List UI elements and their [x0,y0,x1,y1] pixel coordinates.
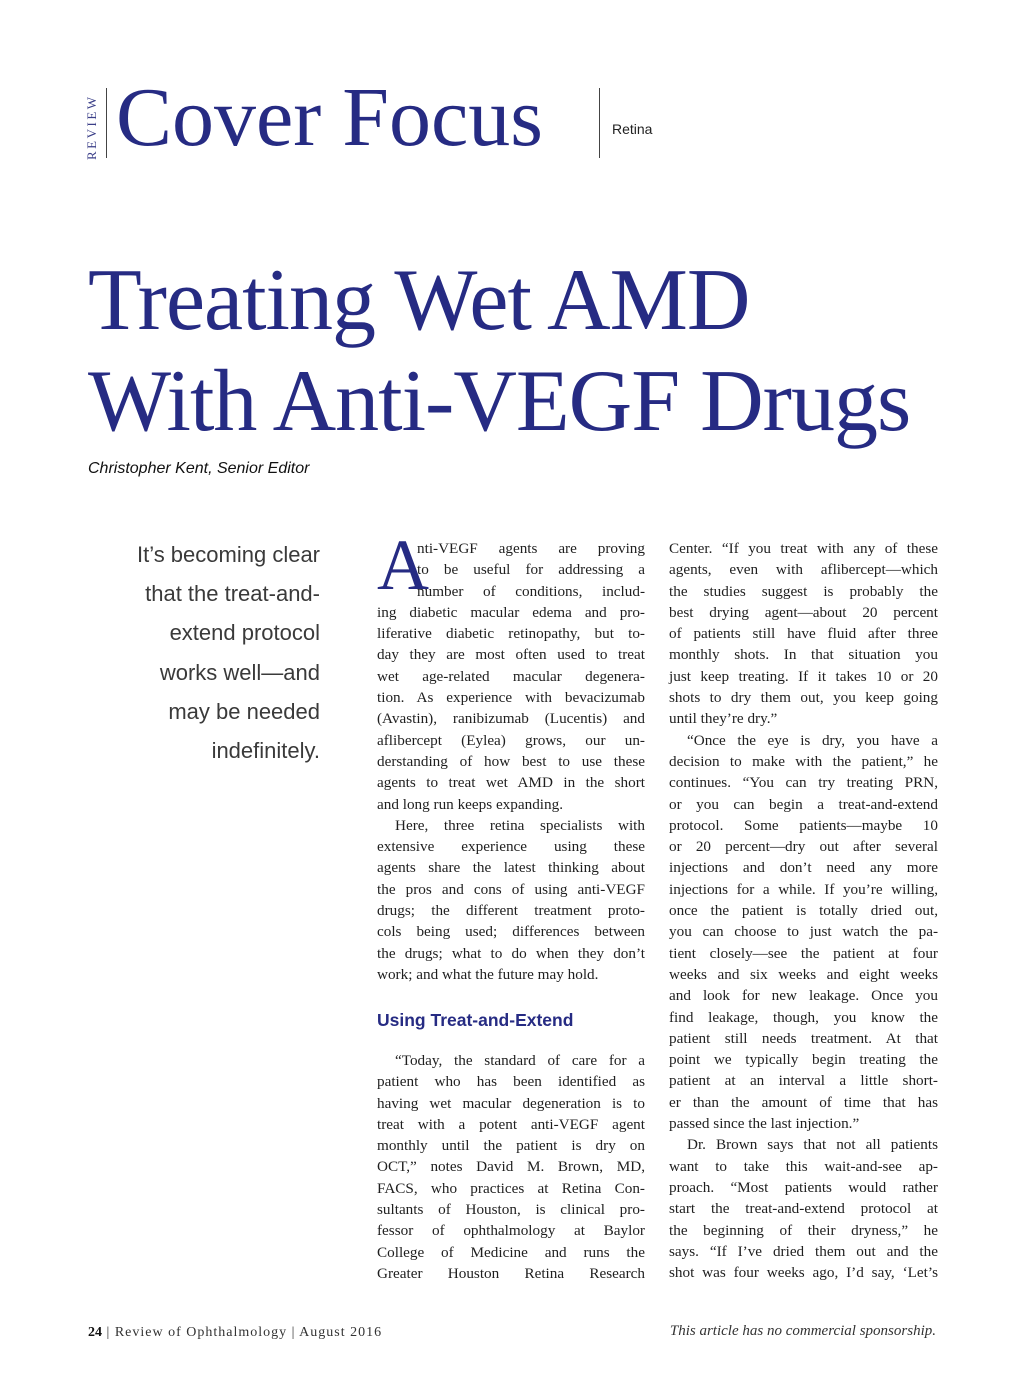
body-text-line: Here, three retina specialists with [395,816,645,834]
body-text-line: extensive experience using these [377,838,645,856]
body-column-1 [377,538,645,985]
body-text-line: proach. “Most patients would rather [669,1178,938,1196]
section-label: Retina [612,121,653,137]
body-text-line: fessor of ophthalmology at Baylor [377,1222,645,1240]
body-text-line: er than the amount of time that has [669,1093,938,1111]
body-text-line: Center. “If you treat with any of these [669,540,938,557]
page-number: 24 [88,1325,102,1340]
header-divider-right [599,88,600,158]
header-divider-left [106,88,107,158]
body-text-line: monthly until the patient is dry on [377,1137,645,1155]
body-text-line: and long run keeps expanding. [377,795,564,813]
body-text-line: monthly shots. In that situation you [669,646,938,664]
issue-date: August 2016 [299,1325,383,1340]
body-text-line: injections and don’t need any more [669,859,938,877]
column-1-intro [377,538,645,985]
footer-divider: | [106,1325,115,1340]
headline-line-2: With Anti-VEGF Drugs [88,353,911,450]
pull-quote [110,535,320,770]
body-text-line: “Once the eye is dry, you have a [687,731,938,749]
body-text-line: (Avastin), ranibizumab (Lucentis) and [377,710,645,728]
department-title: Cover Focus [116,71,543,164]
body-text-line: cols being used; differences between [377,923,645,941]
body-text-line: OCT,” notes David M. Brown, MD, [377,1158,645,1176]
body-column-1-continued [377,1050,645,1284]
body-text-line: day they are most often used to treat [377,646,645,664]
body-text-line: of patients still have fluid after three [669,625,938,643]
body-text-line: passed since the last injection.” [669,1115,860,1133]
body-text-line: agents, even with aflibercept—which [669,561,938,579]
body-text-line: agents share the latest thinking about [377,859,645,877]
body-text-line: patient at an interval a little short- [669,1072,938,1090]
body-text-line: and look for new leakage. Once you [669,987,938,1005]
drop-cap: A [377,525,429,605]
body-text-line: protocol. Some patients—maybe 10 [669,816,938,834]
body-text-line: aflibercept (Eylea) grows, our un- [377,731,645,749]
body-text-line: having wet macular degeneration is to [377,1094,645,1112]
body-text-line: says. “If I’ve dried them out and the [669,1242,938,1260]
body-text-line: or 20 percent—dry out after several [669,838,938,856]
body-text-line: want to take this wait-and-see ap- [669,1157,938,1175]
pull-quote-line: works well—and [159,659,320,685]
body-text-line: patient still needs treatment. At that [669,1029,938,1047]
body-text-line: Dr. Brown says that not all patients [687,1136,938,1154]
body-text-line: number of conditions, includ- [417,582,645,600]
body-text-line: you can choose to just watch the pa- [669,923,938,941]
body-text-line: patient who has been identified as [377,1073,645,1091]
body-text-line: continues. “You can try treating PRN, [669,774,938,792]
body-text-line: liferative diabetic retinopathy, but to- [377,625,645,643]
headline-line-1: Treating Wet AMD [88,252,750,349]
pull-quote-line: that the treat-and- [145,581,320,607]
body-column-2 [669,538,938,1283]
body-text-line: tion. As experience with bevacizumab [377,689,645,707]
body-text-line: until they’re dry.” [669,710,778,728]
section-subhead: Using Treat-and-Extend [377,1010,574,1030]
body-text-line: Greater Houston Retina Research [377,1264,645,1282]
sponsorship-note: This article has no commercial sponsorship. [669,1323,936,1339]
body-text-line: just keep treating. If it takes 10 or 20 [669,667,938,685]
body-text-line: ing diabetic macular edema and pro- [377,603,645,621]
body-text-line: find leakage, though, you know the [669,1008,938,1026]
body-text-line: FACS, who practices at Retina Con- [377,1179,645,1197]
column-1-section [377,1050,645,1284]
body-text-line: nti-VEGF agents are proving [417,540,645,557]
pull-quote-line: may be needed [168,698,320,724]
body-text-line: sultants of Houston, is clinical pro- [377,1201,645,1219]
body-text-line: best drying agent—about 20 percent [669,603,938,621]
body-text-line: start the treat-and-extend protocol at [669,1200,938,1218]
body-text-line: the studies suggest is probably the [669,582,938,600]
body-text-line: shot was four weeks ago, I’d say, ‘Let’s [669,1264,938,1282]
pull-quote-line: indefinitely. [211,738,320,764]
body-text-line: the drugs; what to do when they don’t [377,944,645,962]
body-text-line: weeks and six weeks and eight weeks [669,965,938,983]
page-footer [88,1325,382,1341]
pull-quote-line: extend protocol [169,620,320,646]
footer-divider: | [291,1325,300,1340]
magazine-label: REVIEW [84,94,99,160]
body-text-line: the pros and cons of using anti-VEGF [377,880,645,898]
body-text-line: point we typically begin treating the [669,1051,938,1069]
body-text-line: agents to treat wet AMD in the short [377,774,645,792]
pull-quote-line: It’s becoming clear [136,542,320,567]
body-text-line: College of Medicine and runs the [377,1243,645,1261]
article-headline [88,250,910,452]
body-text-line: or you can begin a treat-and-extend [669,795,938,813]
body-text-line: to be useful for addressing a [417,561,645,579]
body-text-line: drugs; the different treatment proto- [377,902,645,920]
body-text-line: wet age-related macular degenera- [377,667,645,685]
body-text-line: work; and what the future may hold. [377,965,599,983]
body-text-line: shots to dry them out, you keep going [669,689,938,707]
body-text-line: decision to make with the patient,” he [669,752,938,770]
body-text-line: the beginning of their dryness,” he [669,1221,938,1239]
body-text-line: once the patient is totally dried out, [669,902,938,920]
publication-name: Review of Ophthalmology [114,1325,288,1340]
body-text-line: derstanding of how best to use these [377,752,645,770]
body-text-line: treat with a potent anti-VEGF agent [377,1115,645,1133]
body-text-line: tient closely—see the patient at four [669,944,938,962]
body-text-line: “Today, the standard of care for a [395,1052,645,1069]
body-text-line: injections for a while. If you’re willing, [669,880,938,898]
byline: Christopher Kent, Senior Editor [88,460,310,477]
